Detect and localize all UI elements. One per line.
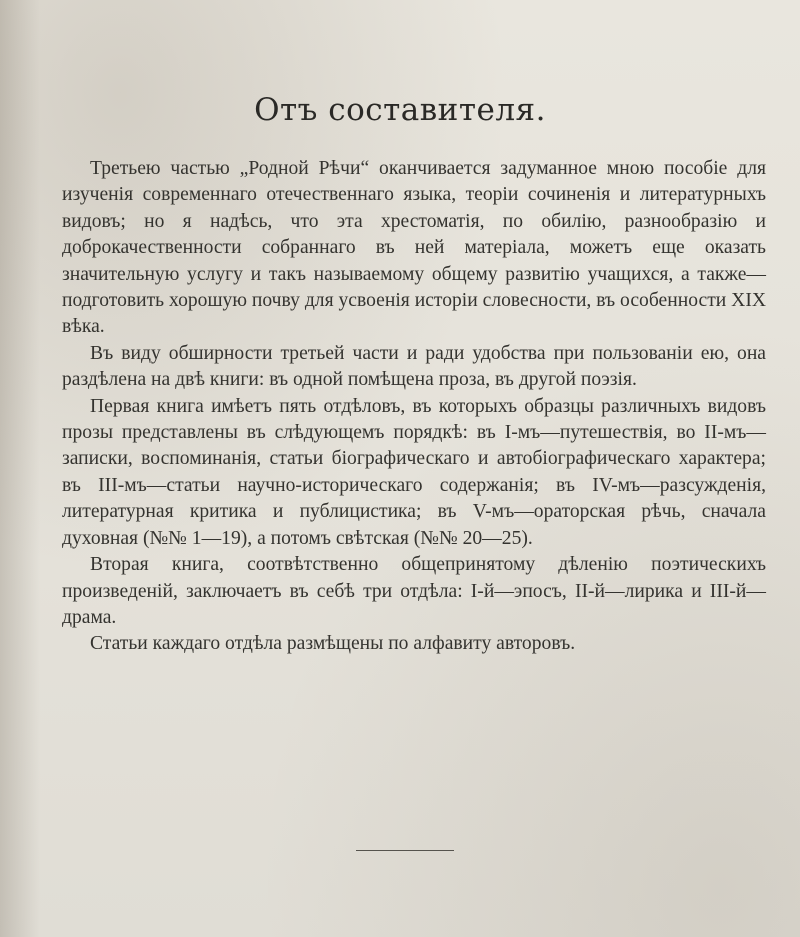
paragraph-2: Въ виду обширности третьей части и ради удобства при пользованіи ею, она раздѣлена на двѣ книги: въ одной помѣщена проза, въ другой поэзія. <box>62 342 766 391</box>
page-title: Отъ составителя. <box>254 92 546 128</box>
paragraph-1: Третьею частью „Родной Рѣчи“ оканчивается задуманное мною пособіе для изученія современнаго отечественнаго языка, теоріи сочиненія и литературныхъ видовъ; но я надѣсь, что эта хрестоматія, по обилію, разнообразію и доброкачественности собраннаго въ ней матеріала, можетъ еще оказать значительную услугу и такъ называемому общему развитію учащихся, а также—подготовить хорошую почву для усвоенія исторіи словесности, въ особенности XIX вѣка. <box>62 158 766 338</box>
paragraph-4: Вторая книга, соотвѣтственно общепринятому дѣленію поэтическихъ произведеній, заключаетъ въ себѣ три отдѣла: I-й—эпосъ, II-й—лирика и III-й—драма. <box>62 554 766 628</box>
preface-text <box>62 156 766 658</box>
closing-divider <box>356 850 454 851</box>
page-edge-shadow <box>0 0 40 937</box>
paragraph-5: Статьи каждаго отдѣла размѣщены по алфавиту авторовъ. <box>90 633 576 655</box>
paragraph-3: Первая книга имѣетъ пять отдѣловъ, въ которыхъ образцы различныхъ видовъ прозы представлены въ слѣдующемъ порядкѣ: въ I-мъ—путешествія, во II-мъ—записки, воспоминанія, статьи біографическаго и автобіографическаго характера; въ III-мъ—статьи научно-историческаго содержанія; въ IV-мъ—разсужденія, литературная критика и публицистика; въ V-мъ—ораторская рѣчь, сначала духовная (№№ 1—19), а потомъ свѣтская (№№ 20—25). <box>62 395 766 549</box>
